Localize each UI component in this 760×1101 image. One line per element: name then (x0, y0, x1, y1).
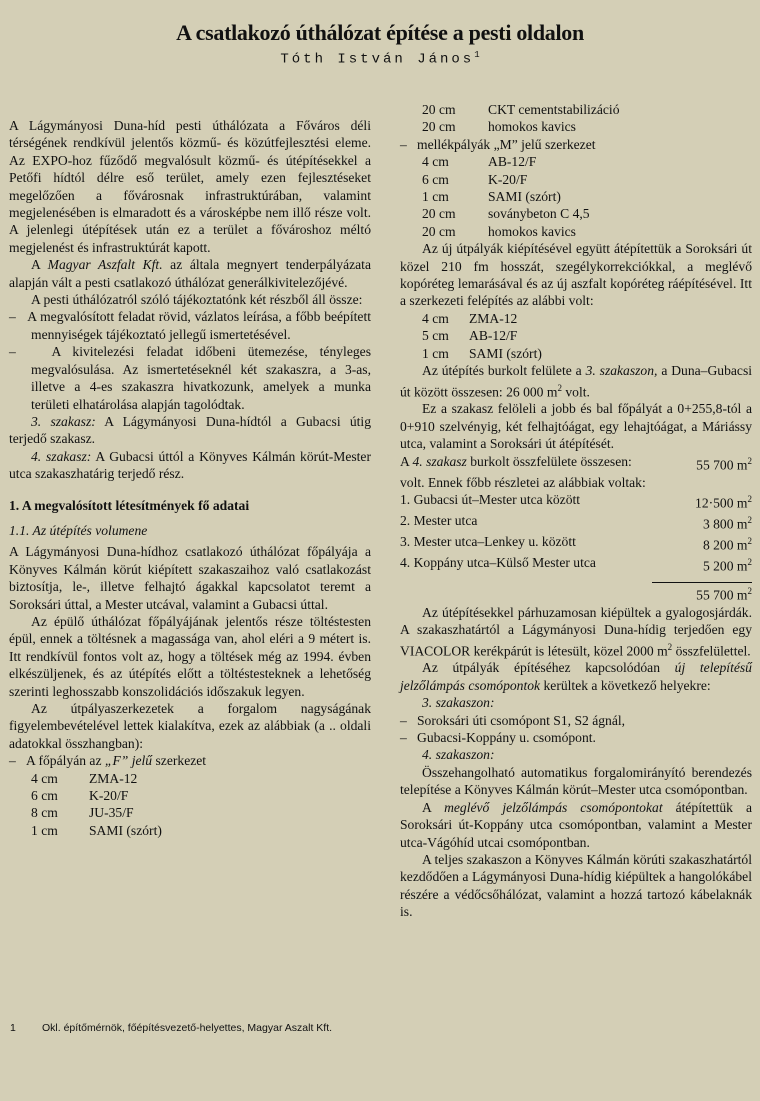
text: szerkezet (152, 753, 207, 769)
area-value (695, 491, 752, 512)
value: 8 200 m (702, 537, 748, 553)
parts-intro: A pesti úthálózatról szóló tájékoztatónk két részből áll össze: (31, 292, 363, 308)
thickness: 8 cm (31, 805, 58, 821)
material: homokos kavics (488, 119, 576, 135)
area4-total-row (400, 453, 752, 474)
thickness: 20 cm (422, 119, 456, 135)
list-item: – A kivitelezési feladat időbeni ütemezése, tényleges megvalósulása. Az ismertetéseknél két szakaszra, a 3-as, illetve a 4-es szakaszra hivatkozunk, amelyek a munka területi elhatárolása alapján tagolódtak. (9, 344, 371, 412)
subsection-heading: 1.1. Az útépítés volumene (9, 522, 148, 538)
author-line (0, 50, 760, 68)
footnote (10, 1022, 332, 1034)
footnote-text: Okl. építőmérnök, főépítésvezető-helyettes, Magyar Aszalt Kft. (42, 1022, 333, 1034)
layer-row (400, 223, 752, 240)
material: CKT cementstabilizáció (488, 102, 620, 117)
section3-definition (9, 413, 371, 448)
layer-row (400, 118, 752, 135)
material: K-20/F (89, 788, 129, 804)
thickness: 20 cm (422, 206, 456, 222)
cable-paragraph: A teljes szakaszon a Könyves Kálmán körúti szakaszhatártól kezdődően a Lágymányosi Duna-hídig kiépültek a hangolókábel részére a védőcsőhálózat, valamint a hozzá tartozó kábelaknák is. (400, 851, 752, 920)
text: A (400, 453, 413, 469)
company-name: Magyar Aszfalt Kft. (47, 257, 163, 273)
text: Az útpályák építéséhez kapcsolódóan (422, 660, 675, 676)
embankment-paragraph: Az épülő úthálózat főpályájának jelentős része töltéstesten épül, ennek a töltésnek a magassága van, ahol eléri a 9 métert is. Itt rendkívül fontos volt az, hogy a töltések még az 1994. évben elkészüljenek, és az útépítés előtt a töltéstesteknek a lehetőség szerinti leghosszabb konszolidációs időszakuk legyen. (9, 613, 371, 699)
section-heading: 1. A megvalósított létesítmények fő adatai (9, 497, 250, 513)
layer-row (400, 310, 752, 327)
text: az általa megnyert tenderpályázata alapján vált a pesti csatlakozó úthálózat generálkivitelezőjévé. (9, 257, 371, 290)
author-name: Tóth István János (280, 51, 475, 68)
superscript: 2 (557, 382, 562, 393)
layer-row (9, 787, 371, 804)
text: A (422, 799, 445, 815)
superscript: 2 (747, 535, 752, 546)
value: 12·500 m (695, 495, 748, 511)
layer-row (400, 171, 752, 188)
area4-label (400, 453, 632, 474)
thickness: 5 cm (422, 328, 449, 344)
list-item-text: Gubacsi-Koppány u. csomópont. (417, 730, 596, 746)
material: SAMI (szórt) (488, 189, 561, 205)
layer-row (9, 822, 371, 839)
volume-paragraph: A Lágymányosi Duna-hídhoz csatlakozó úthálózat főpályája a Könyves Kálmán körút kiépített szakaszaihoz való csatlakozást biztosítja, le-, illetve felhajtó ágakkal kapcsolatot teremt a Soroksári úttal, a Mester utcával, valamint a Gubacsi úttal. (9, 544, 371, 612)
area-total (696, 583, 752, 604)
value: 55 700 m (696, 587, 748, 603)
sidewalks-paragraph (400, 604, 752, 660)
text: volt. (561, 384, 590, 400)
thickness: 20 cm (422, 102, 456, 117)
layer-row (400, 153, 752, 170)
section4-definition (9, 448, 371, 483)
material: JU-35/F (89, 805, 134, 821)
material: SAMI (szórt) (89, 822, 162, 838)
area-value (703, 554, 752, 575)
area-row (400, 554, 752, 575)
material: homokos kavics (488, 223, 576, 239)
text: 3. szakaszon: (422, 695, 495, 711)
superscript: 2 (747, 585, 752, 596)
value: 55 700 m (696, 457, 748, 473)
contractor-paragraph (9, 256, 371, 291)
material: ZMA-12 (469, 310, 518, 326)
area-total-row (400, 583, 752, 604)
on-section4-label (400, 746, 752, 763)
intro-paragraph: A Lágymányosi Duna-híd pesti úthálózata a Főváros déli térségének rendkívül jelentős közmű- és közútfejlesztési eleme. Az EXPO-hoz fűződő megvalósult közmű- és útépítésekkel a Petőfi hídtól délre eső terület, amely ezen fejlesztéseket megelőzően a fővárosnak infrastruktúrában, valamint megjelenésében is elmaradott és a városképbe nem illő része volt. A jelenlegi útépítések után ez a terület a fővároshoz méltó megjelenést és infrastruktúrát kapott. (9, 118, 371, 255)
text: Az útépítés burkolt felülete a (422, 363, 586, 379)
m-structure-item: – mellékpályák „M” jelű szerkezet (400, 136, 596, 152)
thickness: 1 cm (422, 189, 449, 205)
label: 3. szakasz: (31, 413, 96, 429)
list-item-text: A kivitelezési feladat időbeni ütemezése, tényleges megvalósulása. Az ismertetéseknél két szakaszra, a 3-as, illetve a 4-es szakaszra hivatkozunk, amelyek a munka területi elhatárolása alapján tagolódtak. (31, 344, 371, 412)
text: meglévő jelzőlámpás csomópontokat (444, 799, 663, 815)
area-label: 1. Gubacsi út–Mester utca között (400, 492, 581, 507)
layer-row (400, 327, 752, 344)
text: 4. szakaszon: (422, 747, 495, 763)
material: soványbeton C 4,5 (488, 206, 590, 222)
area-value (703, 512, 752, 533)
existing-signals-paragraph (400, 799, 752, 851)
soroksari-paragraph: Az új útpályák kiépítésével együtt átépítettük a Soroksári út közel 210 fm hosszát, szegélykorrekciókkal, a meglévő kopóréteg lemarásával és az új aszfalt kopóréteg ráépítésével. Itt a szerkezeti felépítés az alábbi volt: (400, 241, 752, 309)
area4-continuation: volt. Ennek főbb részletei az alábbiak voltak: (400, 474, 646, 490)
list-item: – A megvalósított feladat rövid, vázlatos leírása, a főbb beépített mennyiségek tájékoztató jellegű ismertetésével. (9, 309, 371, 342)
superscript: 2 (747, 514, 752, 525)
material: K-20/F (488, 171, 528, 187)
text: „F” jelű (104, 753, 153, 769)
material: AB-12/F (488, 154, 537, 170)
thickness: 1 cm (422, 345, 449, 361)
thickness: 4 cm (31, 770, 58, 786)
footnote-number: 1 (10, 1022, 16, 1034)
page-title: A csatlakozó úthálózat építése a pesti oldalon (176, 20, 584, 45)
list-item: – Gubacsi-Koppány u. csomópont. (400, 730, 596, 746)
footnote-mark: 1 (474, 50, 480, 60)
text: mellékpályák „M” jelű szerkezet (417, 136, 596, 152)
thickness: 6 cm (422, 171, 449, 187)
value: 5 200 m (702, 558, 748, 574)
superscript: 2 (747, 455, 752, 466)
text: 3. szakaszon, (585, 363, 658, 379)
area-row (400, 533, 752, 554)
thickness: 1 cm (31, 822, 58, 838)
thickness: 20 cm (422, 223, 456, 239)
f-structure-item: – A főpályán az „F” jelű szerkezet (9, 753, 207, 769)
list-item-text: Soroksári úti csomópont S1, S2 ágnál, (417, 712, 626, 728)
area-value (703, 533, 752, 554)
thickness: 4 cm (422, 154, 449, 170)
list-item: – Soroksári úti csomópont S1, S2 ágnál, (400, 712, 626, 728)
section3-detail-paragraph: Ez a szakasz felöleli a jobb és bal főpályát a 0+255,8-tól a 0+910 szelvényig, két felhajtóágat, egy lehajtóágat, a Máriássy utca, valamint a Soroksári út átépítését. (400, 401, 752, 452)
layer-row (400, 205, 752, 222)
right-column (400, 101, 752, 921)
area-label: 4. Koppány utca–Külső Mester utca (400, 554, 596, 570)
label: 4. szakasz: (31, 448, 92, 464)
text: átépítettük a Soroksári út-Koppány utca csomópontban, valamint a Mester utca-Vágóhíd utcai csomópontban. (400, 799, 752, 850)
value: 3 800 m (702, 516, 748, 532)
list-item-text: A megvalósított feladat rövid, vázlatos leírása, a főbb beépített mennyiségek tájékoztató jellegű ismertetésével. (27, 309, 371, 342)
layer-row (400, 101, 752, 118)
material: ZMA-12 (89, 770, 138, 786)
material: SAMI (szórt) (469, 345, 542, 361)
text: Az útépítésekkel párhuzamosan kiépültek a gyalogosjárdák. A szakaszhatártól a Lágymányosi Duna-hídig terjedően egy VIACOLOR kerékpárút is létesült, közel 2000 m (400, 604, 752, 659)
area3-paragraph (400, 362, 752, 400)
left-column (9, 117, 371, 839)
thickness: 4 cm (422, 310, 449, 326)
text: kerültek a következő helyekre: (540, 677, 711, 693)
on-section3-label (400, 694, 752, 711)
layer-row (9, 804, 371, 821)
text: A főpályán az (26, 753, 105, 769)
layer-row (400, 188, 752, 205)
text: A (31, 257, 48, 273)
structures-paragraph: Az útpályaszerkezetek a forgalom nagyságának figyelembevételével lettek kialakítva, ezek az alábbiak (a .. oldali adatokkal összhangban): (9, 701, 371, 751)
text: burkolt összfelülete összesen: (466, 453, 632, 469)
text: a Duna–Gubacsi út között összesen: 26 000 m (400, 363, 753, 400)
text: A Lágymányosi Duna-hídtól a Gubacsi útig terjedő szakasz. (9, 413, 371, 447)
area-label: 2. Mester utca (400, 512, 478, 528)
superscript: 2 (667, 641, 673, 652)
thickness: 6 cm (31, 788, 58, 804)
material: AB-12/F (469, 328, 518, 344)
signals-paragraph (400, 659, 752, 694)
area-row (400, 491, 752, 512)
text: 4. szakasz (412, 453, 467, 469)
text: összfelülettel. (672, 643, 751, 659)
superscript: 2 (747, 556, 752, 567)
automatic-paragraph: Összehangolható automatikus forgalomirányító berendezés telepítése a Könyves Kálmán körút–Mester utca csomópontban. (400, 764, 752, 798)
area4-value (696, 453, 752, 474)
text: A Gubacsi úttól a Könyves Kálmán körút-Mester utca szakaszhatárig terjedő rész. (9, 448, 371, 482)
area-label: 3. Mester utca–Lenkey u. között (400, 533, 576, 549)
text: új telepítésű jelzőlámpás csomópontok (400, 660, 752, 693)
area-row (400, 512, 752, 533)
layer-row (9, 770, 371, 787)
layer-row (400, 345, 752, 362)
superscript: 2 (747, 494, 752, 504)
